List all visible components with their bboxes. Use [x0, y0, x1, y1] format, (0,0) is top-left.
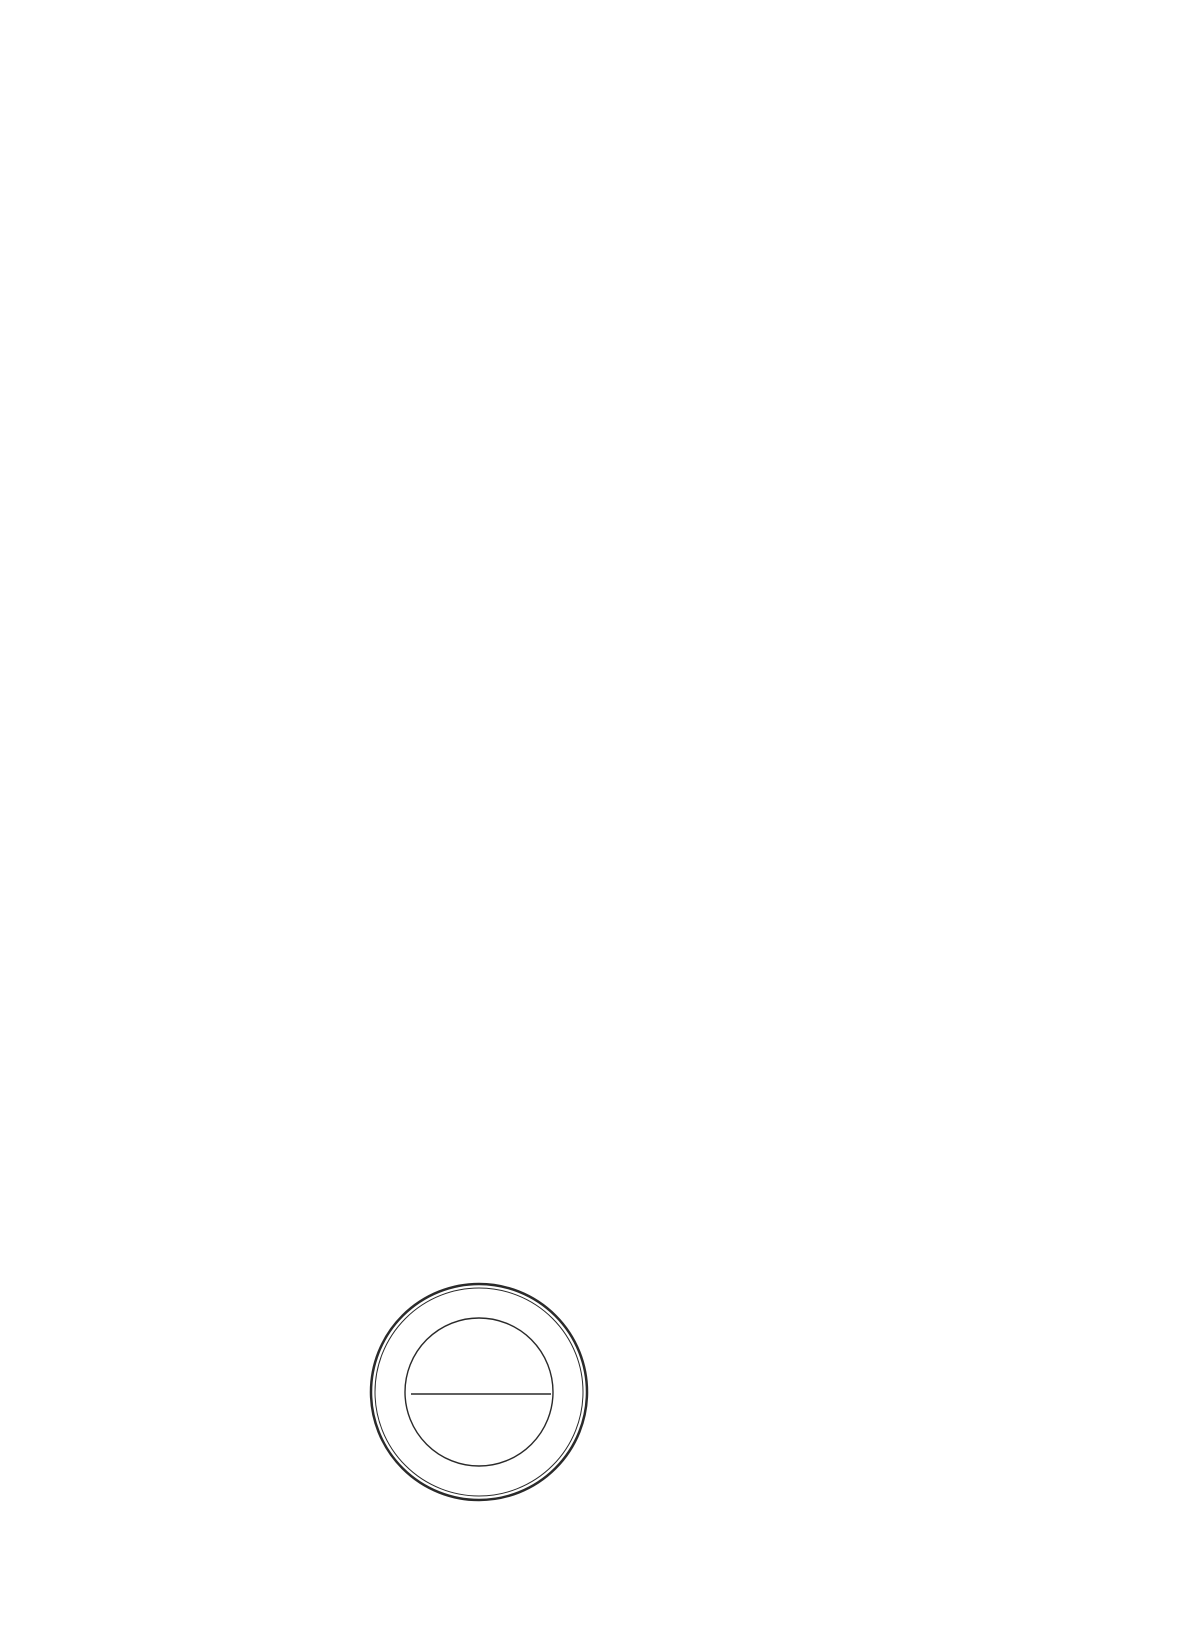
official-stamp [365, 1278, 593, 1506]
stamp-seal-graphic [365, 1278, 593, 1506]
